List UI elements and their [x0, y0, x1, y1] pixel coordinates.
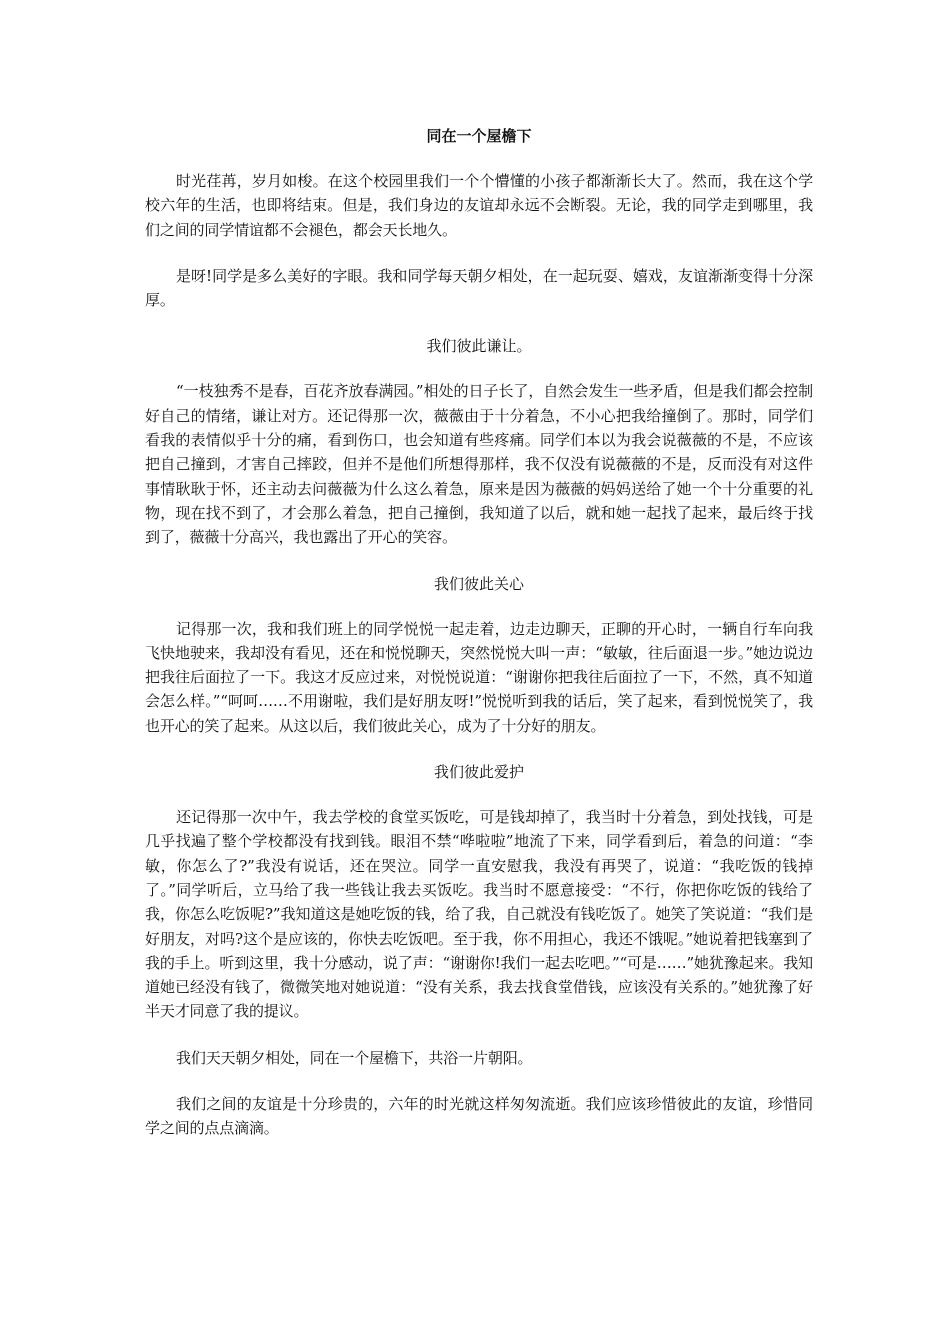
paragraph-classmates: 是呀!同学是多么美好的字眼。我和同学每天朝夕相处，在一起玩耍、嬉戏，友谊渐渐变得十分深厚。 [145, 266, 813, 310]
paragraph-together: 我们天天朝夕相处，同在一个屋檐下，共浴一片朝阳。 [176, 1048, 533, 1067]
paragraph-protect-story: 还记得那一次中午，我去学校的食堂买饭吃，可是钱却掉了，我当时十分着急，到处找钱，可是几乎找遍了整个学校都没有找到钱。眼泪不禁“哗啦啦”地流了下来，同学看到后，着急的问道：“李敏，你怎么了?”我没有说话，还在哭泣。同学一直安慰我，我没有再哭了，说道：“我吃饭的钱掉了。”同学听后，立马给了我一些钱让我去买饭吃。我当时不愿意接受：“不行，你把你吃饭的钱给了我，你怎么吃饭呢?”我知道这是她吃饭的钱，给了我，自己就没有钱吃饭了。她笑了笑说道：“我们是好朋友，对吗?这个是应该的，你快去吃饭吧。至于我，你不用担心，我还不饿呢。”她说着把钱塞到了我的手上。听到这里，我十分感动，说了声：“谢谢你!我们一起去吃吧。”“可是……”她犹豫起来。我知道她已经没有钱了，微微笑地对她说道：“没有关系，我去找食堂借钱，应该没有关系的。”她犹豫了好半天才同意了我的提议。 [145, 808, 813, 1021]
paragraph-humility-story: “一枝独秀不是春，百花齐放春满园。”相处的日子长了，自然会发生一些矛盾，但是我们都会控制好自己的情绪，谦让对方。还记得那一次，薇薇由于十分着急，不小心把我给撞倒了。那时，同学们看我的表情似乎十分的痛，看到伤口，也会知道有些疼痛。同学们本以为我会说薇薇的不是，不应该把自己撞到，才害自己摔跤，但并不是他们所想得那样，我不仅没有说薇薇的不是，反而没有对这件事情耿耿于怀，还主动去问薇薇为什么这么着急，原来是因为薇薇的妈妈送给了她一个十分重要的礼物，现在找不到了，才会那么着急，把自己撞倒，我知道了以后，就和她一起找了起来，最后终于找到了，薇薇十分高兴，我也露出了开心的笑容。 [145, 382, 813, 547]
section-heading-care: 我们彼此关心 [433, 574, 524, 593]
paragraph-conclusion: 我们之间的友谊是十分珍贵的，六年的时光就这样匆匆流逝。我们应该珍惜彼此的友谊，珍惜同学之间的点点滴滴。 [145, 1095, 813, 1138]
document-title: 同在一个屋檐下 [426, 127, 532, 145]
section-heading-humility: 我们彼此谦让。 [426, 337, 532, 356]
paragraph-intro: 时光荏苒，岁月如梭。在这个校园里我们一个个懵懂的小孩子都渐渐长大了。然而，我在这个学校六年的生活，也即将结束。但是，我们身边的友谊却永远不会断裂。无论，我的同学走到哪里，我们之间的同学情谊都不会褪色，都会天长地久。 [145, 172, 813, 239]
paragraph-care-story: 记得那一次，我和我们班上的同学悦悦一起走着，边走边聊天，正聊的开心时，一辆自行车向我飞快地驶来，我却没有看见，还在和悦悦聊天，突然悦悦大叫一声：“敏敏，往后面退一步。”她边说边把我往后面拉了一下。我这才反应过来，对悦悦说道：“谢谢你把我往后面拉了一下，不然，真不知道会怎么样。”“呵呵……不用谢啦，我们是好朋友呀!”悦悦听到我的话后，笑了起来，看到悦悦笑了，我也开心的笑了起来。从这以后，我们彼此关心，成为了十分好的朋友。 [145, 619, 813, 735]
section-heading-protect: 我们彼此爱护 [433, 763, 524, 782]
document-page [145, 124, 813, 1163]
